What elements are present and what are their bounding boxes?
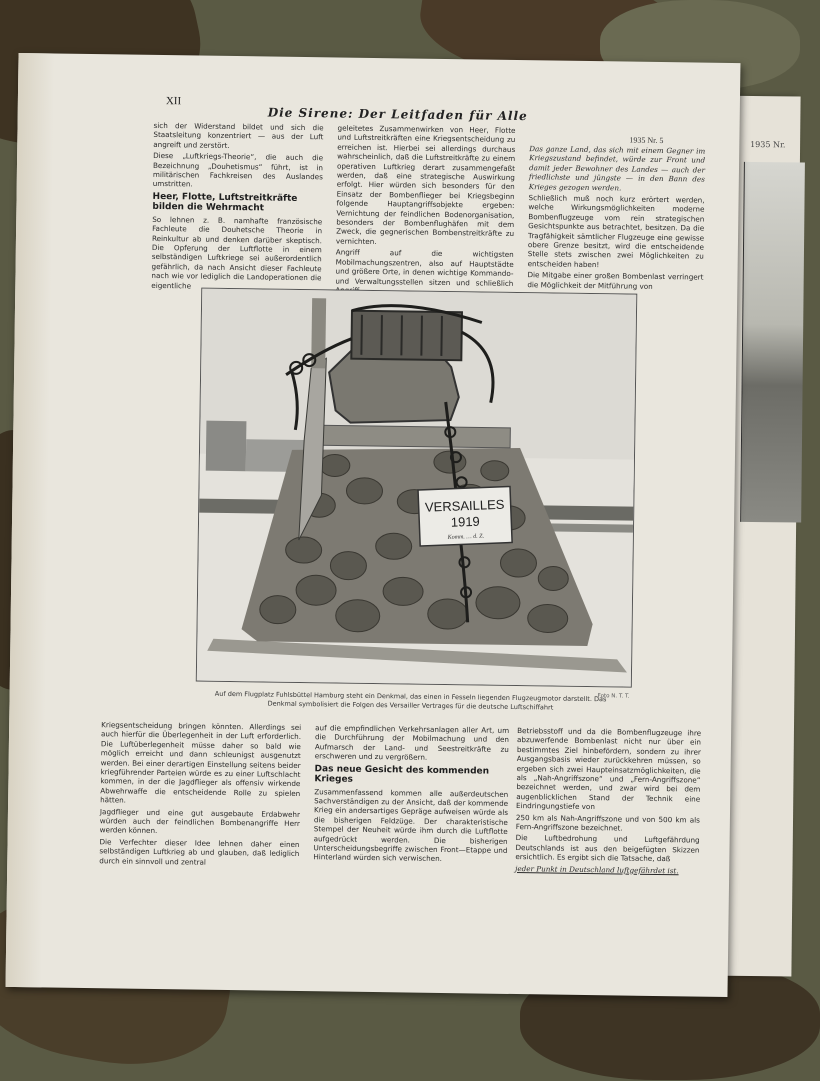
page-number: XII bbox=[165, 95, 182, 108]
magazine-page bbox=[6, 53, 741, 997]
sign-line-2: 1919 bbox=[450, 513, 481, 530]
paragraph: Diese „Luftkriegs-Theorie“, die auch die Bezeichnung „Douhetismus“ führt, ist in militärischen Fachkreisen des Auslandes umstritten. bbox=[152, 151, 324, 189]
paragraph: Schließlich muß noch kurz erörtert werden, welche Wirkungsmöglichkeiten moderne Bombenflugzeuge vom rein strategischen Gesichtspunkte aus betrachtet, besitzen. Da die Tragfähigkeit sämtlicher Flugzeuge eine gewisse obere Grenze besitzt, wird die entscheidende Stelle stets zwischen zwei Möglichkeiten zu entscheiden haben! bbox=[527, 193, 705, 270]
paragraph: Die Mitgabe einer großen Bombenlast verringert die Möglichkeit der Mitführung von bbox=[527, 270, 704, 291]
running-title: Die Sirene: Der Leitfaden für Alle bbox=[267, 105, 528, 124]
top-column-3 bbox=[527, 144, 705, 294]
photo-credit: Foto N. T. T. bbox=[597, 693, 630, 700]
bottom-column-1 bbox=[99, 720, 301, 870]
section-heading: Das neue Gesicht des kommenden Krieges bbox=[314, 763, 490, 785]
paragraph: sich der Widerstand bildet und sich die Staatsleitung konzentriert — aus der Luft angreift und zerstört. bbox=[153, 120, 324, 150]
bottom-column-3 bbox=[515, 726, 701, 878]
paragraph: Die Luftbedrohung und Luftgefährdung Deutschlands ist aus den beigefügten Skizzen ersichtlich. Es ergibt sich die Tatsache, daß bbox=[515, 833, 700, 864]
paragraph: Angriff auf die wichtigsten Mobilmachungszentren, also auf Hauptstädte und größere Orte, in denen wichtige Kommando- und Verwaltungsstellen sitzen und schließlich bbox=[335, 247, 514, 288]
facing-page-photo bbox=[740, 162, 805, 523]
sign-line-1: VERSAILLES bbox=[424, 496, 505, 515]
top-column-1 bbox=[151, 121, 323, 294]
italic-paragraph: Das ganze Land, das sich mit einem Gegner im Kriegszustand befindet, würde zur Front und damit jeder Bewohner des Landes — auch der friedlichste und jüngste — in den Bann des Krieges gezogen werden. bbox=[528, 144, 706, 193]
paragraph: geleitetes Zusammenwirken von Heer, Flotte und Luftstreitkräften eine Kriegsentscheidung zu erreichen ist. Hierbei sei allerdings durchaus wahrscheinlich, daß die Luftstreitkräfte zu einem operativen Luftkrieg derart zusammengefaßt werden, daß eine strategische Auswirkung erfolgt. Hier würden sich besonders für den Einsatz der Bombenflieger bei Kriegsbeginn folgende Hauptangriffsobjekte ergeben: Vernichtung der feindlichen Bodenorganisation, besonders der Bombenflughäfen mit dem Zweck, die gegnerischen Bombenstreitkräfte zu vernichten. bbox=[335, 123, 516, 246]
issue-label: 1935 Nr. 5 bbox=[629, 135, 664, 146]
facing-page-header: 1935 Nr. bbox=[750, 139, 786, 150]
top-column-2 bbox=[335, 123, 515, 299]
paragraph: Betriebsstoff und da die Bombenflugzeuge ihre abzuwerfende Bombenlast nicht nur über ein bestimmtes Ziel hinbefördern, sondern zu ihrer Ausgangsbasis wieder zurückkehren müssen, so ergeben sich zwei Haupteinsatzmöglichkeiten, die als „Nah-Angriffszone“ und „Fern-Angriffszone“ bezeichnet werden, und zwar wird bei dem augenblicklichen Stand der Technik eine Eindringungstiefe von bbox=[516, 726, 702, 812]
paragraph: So lehnen z. B. namhafte französische Fachleute die Douhetsche Theorie in Reinkultur ab und denken darüber skeptisch. Die Opferung der Luftflotte in einem selbständigen Luftkriege sei außerordentlich gefährlich, da nach Ansicht dieser Fachleute nach wie vor lediglich die Landoperationen die eigentliche bbox=[151, 214, 323, 291]
paragraph: Kriegsentscheidung bringen könnten. Allerdings sei auch hierfür die Überlegenheit in der Luft erforderlich. Die Luftüberlegenheit müsse daher so bald wie möglich erreicht und dann schleunigst ausgenutzt werden. Bei einer derartigen Einstellung seitens beider kriegführender Parteien würde es zu einer Luftschlacht kommen, in der die Jagdflieger als offensiv wirkende Abwehrwaffe die entscheidende Rolle zu spielen hätten. bbox=[100, 720, 302, 805]
paragraph: auf die empfindlichen Verkehrsanlagen aller Art, um die Durchführung der Mobilmachung und den Aufmarsch der Land- und Seestreitkräfte zu erschweren und zu vergrößern. bbox=[314, 723, 510, 762]
paragraph: 250 km als Nah-Angriffszone und von 500 km als Fern-Angriffszone bezeichnet. bbox=[515, 812, 700, 833]
paragraph: Jagdflieger und eine gut ausgebaute Erdabwehr würden auch der feindlichen Bombenangriffe Herr werden können. bbox=[99, 806, 301, 836]
page-edge bbox=[6, 53, 55, 987]
bottom-column-2 bbox=[313, 723, 509, 867]
photo-caption: Auf dem Flugplatz Fuhlsbüttel Hamburg steht ein Denkmal, das einen in Fesseln liegenden Flugzeugmotor darstellt. Das Denkmal symbolisiert die Folgen des Versailler Vertrages für die deutsche Luftschiffahrt bbox=[214, 689, 607, 712]
sign-line-3: Komm. … d. Z. bbox=[447, 533, 485, 541]
underlined-conclusion: jeder Punkt in Deutschland luftgefährdet ist. bbox=[515, 863, 679, 875]
section-heading: Heer, Flotte, Luftstreitkräfte bilden die Wehrmacht bbox=[152, 191, 298, 214]
monument-illustration bbox=[197, 289, 636, 687]
paragraph: Zusammenfassend kommen alle außerdeutschen Sachverständigen zu der Ansicht, daß der kommende Krieg ein andersartiges Gepräge aufweisen würde als die bisherigen Feldzüge. Der charakteristische Stempel der Neuheit würde ihm durch die Luftflotte aufgedrückt werden. Die bisherigen Unterscheidungsbegriffe zwischen Front—Etappe und Hinterland würden sich verwischen. bbox=[313, 786, 509, 864]
monument-photo bbox=[196, 288, 637, 688]
paragraph: Die Verfechter dieser Idee lehnen daher einen selbständigen Luftkrieg ab und glauben, daß lediglich durch ein sinnvoll und zentral bbox=[99, 837, 300, 867]
